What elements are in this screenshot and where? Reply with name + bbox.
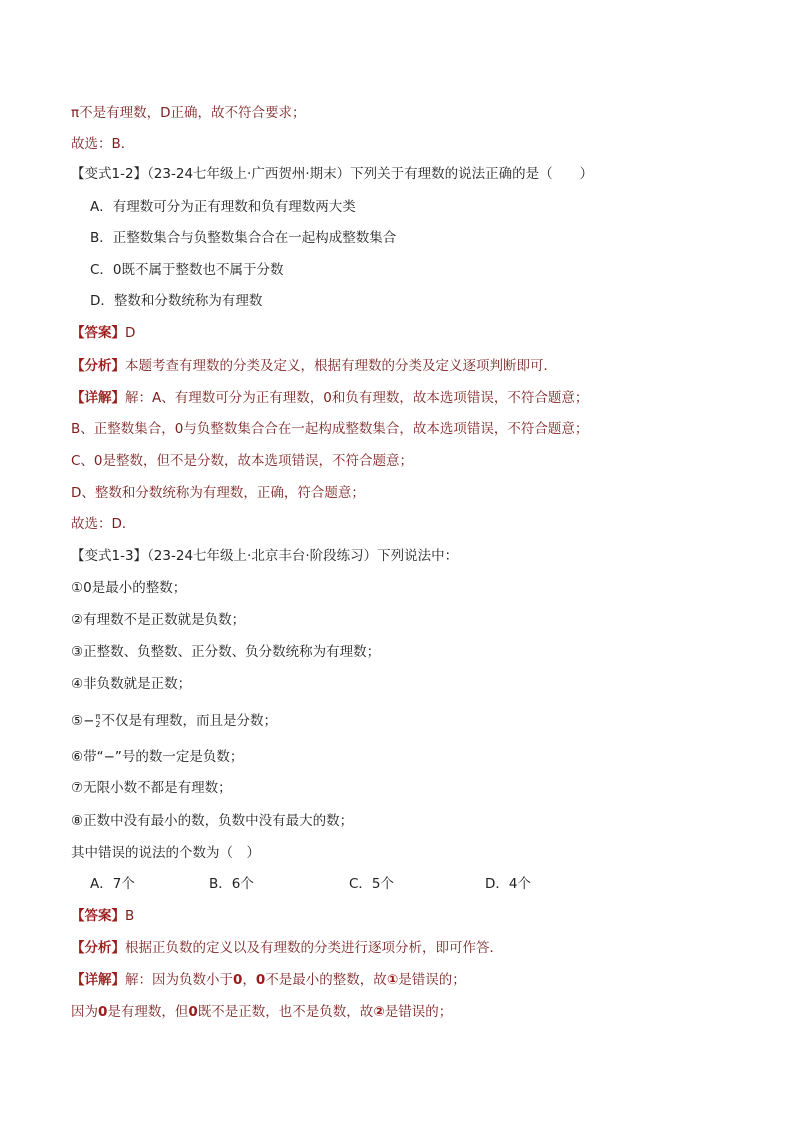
- statement-8: ⑧正数中没有最小的数，负数中没有最大的数；: [71, 813, 354, 829]
- answer-value: B: [125, 908, 135, 924]
- question-header: [71, 163, 751, 185]
- answer-tag: 【答案】: [71, 325, 125, 341]
- answer-tag: 【答案】: [71, 908, 125, 924]
- detail-text: 因为: [71, 1004, 98, 1020]
- detail-text: 是有理数，但: [107, 1004, 189, 1020]
- detail-tag: 【详解】: [71, 390, 125, 406]
- text-line: 故选：D．: [71, 516, 136, 532]
- statement-5: [71, 708, 751, 734]
- answer-line: [71, 905, 751, 927]
- analysis-line: [71, 937, 751, 959]
- option-b: B．正整数集合与负整数集合合在一起构成整数集合: [90, 230, 397, 246]
- text-line: B、正整数集合，0与负整数集合合在一起构成整数集合，故本选项错误，不符合题意；: [71, 421, 589, 437]
- answer-value: D: [125, 325, 136, 341]
- detail-text: 既不是正数，也不是负数，故: [197, 1004, 374, 1020]
- analysis-text: 本题考查有理数的分类及定义，根据有理数的分类及定义逐项判断即可．: [125, 358, 557, 374]
- detail-text: 不是最小的整数，故: [265, 972, 387, 988]
- detail-line: [71, 969, 751, 991]
- number-zero: 0: [188, 1004, 198, 1020]
- number-zero: 0: [98, 1004, 108, 1020]
- detail-text: ，: [242, 972, 256, 988]
- variant-tag: 【变式1-3】: [71, 548, 148, 564]
- text-line: D、整数和分数统称为有理数，正确，符合题意；: [71, 485, 365, 501]
- detail-text: 是错误的；: [384, 1004, 453, 1020]
- analysis-text: 根据正负数的定义以及有理数的分类进行逐项分析，即可作答．: [125, 940, 503, 956]
- text-line: π不是有理数，D正确，故不符合要求；: [71, 105, 306, 121]
- detail-text: 解：A、有理数可分为正有理数，0和负有理数，故本选项错误，不符合题意；: [125, 390, 589, 406]
- pi-over-2-fraction: [95, 713, 100, 729]
- options-row: [71, 873, 751, 895]
- question-header: [71, 545, 751, 567]
- statement-5-prefix: ⑤−: [71, 713, 95, 729]
- fraction-numerator: π: [95, 712, 101, 721]
- answer-line: [71, 322, 751, 344]
- question-text: （23-24七年级上·北京丰台·阶段练习）下列说法中：: [147, 548, 459, 564]
- question-text: （23-24七年级上·广西贺州·期末）下列关于有理数的说法正确的是（ ）: [147, 166, 594, 182]
- text-line: C、0是整数，但不是分数，故本选项错误，不符合题意；: [71, 453, 414, 469]
- option-a: A．7个: [90, 876, 135, 892]
- detail-text: 是错误的；: [398, 972, 466, 988]
- analysis-tag: 【分析】: [71, 940, 125, 956]
- variant-tag: 【变式1-2】: [71, 166, 148, 182]
- option-c: C．0既不属于整数也不属于分数: [90, 262, 284, 278]
- detail-line: [71, 1001, 751, 1023]
- detail-text: 解：因为负数小于: [125, 972, 233, 988]
- number-zero: 0: [233, 972, 243, 988]
- statement-ref: ①: [386, 972, 399, 988]
- number-zero: 0: [255, 972, 266, 988]
- analysis-tag: 【分析】: [71, 358, 125, 374]
- statement-2: ②有理数不是正数就是负数；: [71, 612, 246, 628]
- statement-3: ③正整数、负整数、正分数、负分数统称为有理数；: [71, 644, 381, 660]
- statement-1: ①0是最小的整数；: [71, 580, 187, 596]
- detail-tag: 【详解】: [71, 972, 125, 988]
- statement-6: ⑥带“−”号的数一定是负数；: [71, 749, 244, 765]
- option-d: D．4个: [485, 876, 531, 892]
- question-prompt: 其中错误的说法的个数为（ ）: [71, 845, 260, 861]
- fraction-denominator: 2: [95, 720, 101, 729]
- statement-4: ④非负数就是正数；: [71, 676, 192, 692]
- option-a: A．有理数可分为正有理数和负有理数两大类: [90, 199, 356, 215]
- option-d: D．整数和分数统称为有理数: [90, 293, 263, 309]
- statement-ref: ②: [373, 1004, 385, 1020]
- detail-line: [71, 387, 751, 409]
- statement-7: ⑦无限小数不都是有理数；: [71, 780, 232, 796]
- option-b: B．6个: [209, 876, 254, 892]
- option-c: C．5个: [349, 876, 395, 892]
- analysis-line: [71, 355, 751, 377]
- statement-5-text: 不仅是有理数，而且是分数；: [101, 713, 278, 729]
- text-line: 故选：B．: [71, 136, 135, 152]
